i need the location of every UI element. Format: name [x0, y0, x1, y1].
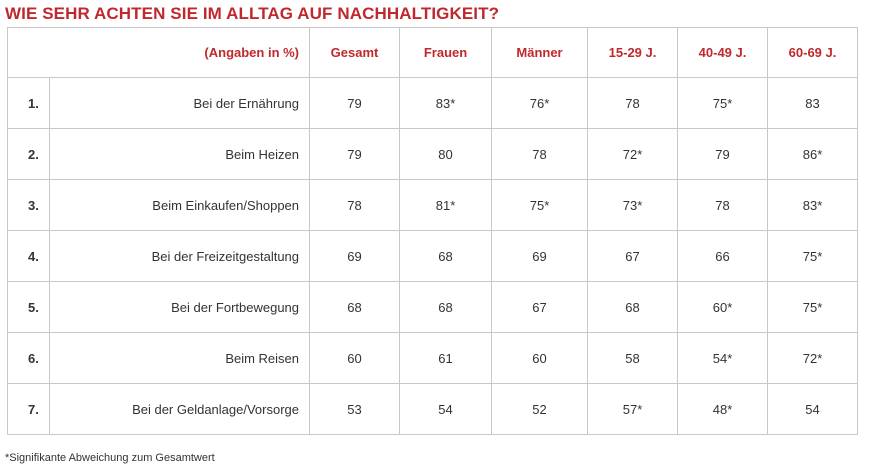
value-cell: 54 [768, 384, 858, 435]
column-header: Gesamt [310, 28, 400, 78]
value-cell: 79 [678, 129, 768, 180]
value-cell: 54* [678, 333, 768, 384]
unit-label-header: (Angaben in %) [8, 28, 310, 78]
value-cell: 75* [492, 180, 588, 231]
value-cell: 66 [678, 231, 768, 282]
value-cell: 58 [588, 333, 678, 384]
table-body [8, 78, 858, 435]
row-number: 4. [8, 231, 50, 282]
column-header: 40-49 J. [678, 28, 768, 78]
value-cell: 81* [400, 180, 492, 231]
row-label: Bei der Ernährung [50, 78, 310, 129]
value-cell: 53 [310, 384, 400, 435]
value-cell: 57* [588, 384, 678, 435]
table-row [8, 129, 858, 180]
footnote: *Signifikante Abweichung zum Gesamtwert [5, 452, 215, 464]
value-cell: 68 [400, 282, 492, 333]
value-cell: 75* [768, 282, 858, 333]
row-label: Bei der Freizeitgestaltung [50, 231, 310, 282]
value-cell: 83* [768, 180, 858, 231]
value-cell: 68 [588, 282, 678, 333]
row-number: 7. [8, 384, 50, 435]
value-cell: 75* [768, 231, 858, 282]
data-table [7, 27, 858, 435]
column-header: Frauen [400, 28, 492, 78]
column-header: 60-69 J. [768, 28, 858, 78]
value-cell: 79 [310, 78, 400, 129]
value-cell: 61 [400, 333, 492, 384]
row-number: 5. [8, 282, 50, 333]
column-header: Männer [492, 28, 588, 78]
row-number: 3. [8, 180, 50, 231]
value-cell: 75* [678, 78, 768, 129]
value-cell: 86* [768, 129, 858, 180]
value-cell: 83* [400, 78, 492, 129]
column-header: 15-29 J. [588, 28, 678, 78]
value-cell: 68 [400, 231, 492, 282]
value-cell: 78 [678, 180, 768, 231]
row-number: 6. [8, 333, 50, 384]
row-label: Beim Einkaufen/Shoppen [50, 180, 310, 231]
value-cell: 60 [310, 333, 400, 384]
value-cell: 52 [492, 384, 588, 435]
value-cell: 67 [492, 282, 588, 333]
table-row [8, 282, 858, 333]
table-row [8, 333, 858, 384]
row-label: Bei der Fortbewegung [50, 282, 310, 333]
table-row [8, 384, 858, 435]
value-cell: 67 [588, 231, 678, 282]
value-cell: 54 [400, 384, 492, 435]
value-cell: 48* [678, 384, 768, 435]
value-cell: 68 [310, 282, 400, 333]
value-cell: 78 [310, 180, 400, 231]
value-cell: 83 [768, 78, 858, 129]
row-label: Beim Reisen [50, 333, 310, 384]
value-cell: 78 [492, 129, 588, 180]
table-row [8, 180, 858, 231]
row-number: 1. [8, 78, 50, 129]
value-cell: 69 [492, 231, 588, 282]
value-cell: 76* [492, 78, 588, 129]
table-row [8, 231, 858, 282]
row-label: Bei der Geldanlage/Vorsorge [50, 384, 310, 435]
value-cell: 60* [678, 282, 768, 333]
header-row [8, 28, 858, 78]
value-cell: 72* [588, 129, 678, 180]
row-label: Beim Heizen [50, 129, 310, 180]
page-title: WIE SEHR ACHTEN SIE IM ALLTAG AUF NACHHALTIGKEIT? [5, 4, 500, 23]
value-cell: 72* [768, 333, 858, 384]
value-cell: 73* [588, 180, 678, 231]
value-cell: 80 [400, 129, 492, 180]
value-cell: 60 [492, 333, 588, 384]
value-cell: 69 [310, 231, 400, 282]
row-number: 2. [8, 129, 50, 180]
value-cell: 78 [588, 78, 678, 129]
table-row [8, 78, 858, 129]
value-cell: 79 [310, 129, 400, 180]
